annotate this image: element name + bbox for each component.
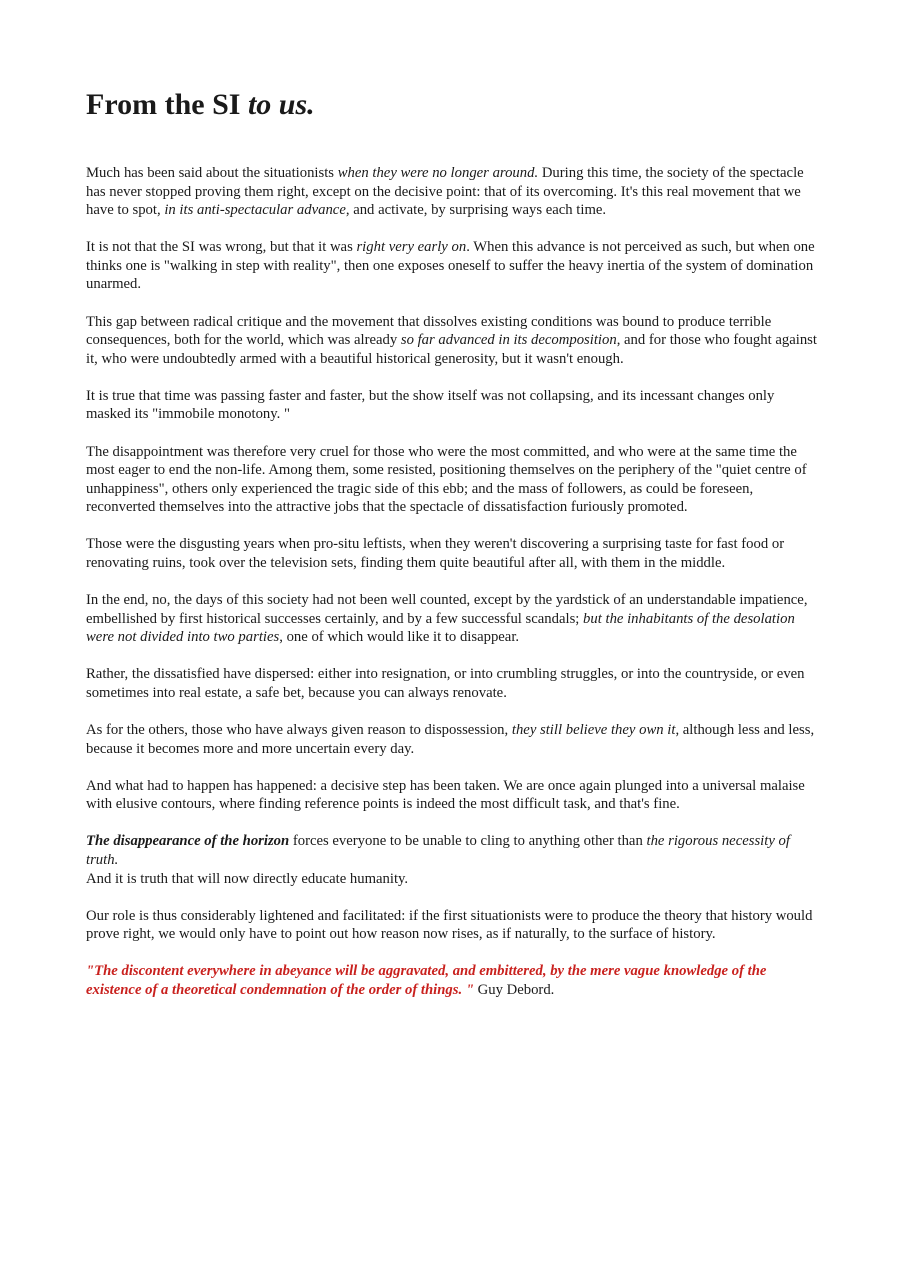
p2-text-c: . When this advance is not perceived as such, but when one thinks one is "walking in step with reality", then one exposes oneself to suffer the heavy inertia of the system of domination unarmed. bbox=[86, 239, 815, 293]
title-italic: to us. bbox=[247, 88, 315, 121]
p1-text-c: During this time, the society of the spectacle has never stopped proving them right, except on the decisive point: that of its overcoming. It's this real movement that we have to spot, bbox=[86, 165, 804, 219]
p7-italic-b: but the inhabitants of the desolation were not divided into two parties bbox=[86, 610, 795, 646]
p2-text-a: It is not that the SI was wrong, but that it was bbox=[86, 239, 357, 256]
p2-italic-b: right very early on bbox=[356, 239, 467, 256]
closing-quote-paragraph bbox=[86, 962, 821, 999]
p1-text-e: , and activate, by surprising ways each time. bbox=[345, 202, 607, 219]
paragraph-11 bbox=[86, 832, 821, 869]
p3-text-c: , and for those who fought against it, who were undoubtedly armed with a beautiful historical generosity, but it wasn't enough. bbox=[86, 332, 817, 367]
paragraph-3 bbox=[86, 313, 821, 369]
p11-italic-c: the rigorous necessity of truth. bbox=[86, 833, 790, 869]
p9-text-a: As for the others, those who have always given reason to dispossession, bbox=[86, 722, 512, 739]
paragraph-5: The disappointment was therefore very cruel for those who were the most committed, and who were at the same time the most eager to end the non-life. Among them, some resisted, positioning themselves on the periphery of the "quiet centre of unhappiness", others only experienced the tragic side of this ebb; and the mass of followers, as could be foreseen, reconverted themselves into the attractive jobs that the spectacle of dissatisfaction furiously promoted. bbox=[86, 443, 807, 516]
paragraph-7 bbox=[86, 591, 821, 647]
quote-author: Guy Debord. bbox=[473, 982, 555, 998]
p9-italic-b: they still believe they own it bbox=[511, 722, 676, 739]
p7-text-c: , one of which would like it to disappear. bbox=[279, 629, 520, 646]
p11-text-b: forces everyone to be unable to cling to anything other than bbox=[289, 833, 647, 850]
paragraph-6: Those were the disgusting years when pro-situ leftists, when they weren't discovering a surprising taste for fast food or renovating ruins, took over the television sets, finding them quite beautiful after all, with them in the middle. bbox=[86, 536, 785, 571]
p1-italic-b: when they were no longer around. bbox=[337, 165, 539, 181]
paragraph-4: It is true that time was passing faster and faster, but the show itself was not collapsing, and its incessant changes only masked its "immobile monotony. " bbox=[86, 387, 775, 423]
p9-text-c: , although less and less, because it becomes more and more uncertain every day. bbox=[86, 722, 815, 757]
paragraph-2 bbox=[86, 238, 821, 294]
paragraph-8: Rather, the dissatisfied have dispersed: either into resignation, or into crumbling struggles, or into the countryside, or even sometimes into real estate, a safe bet, because you can always renovate. bbox=[86, 666, 805, 701]
p1-italic-d: in its anti-spectacular advance bbox=[164, 202, 346, 219]
p3-text-a: This gap between radical critique and the movement that dissolves existing conditions was bound to produce terrible consequences, both for the world, which was already bbox=[86, 313, 772, 349]
debord-quote: "The discontent everywhere in abeyance will be aggravated, and embittered, by the mere vague knowledge of the existence of a theoretical condemnation of the order of things. " bbox=[86, 963, 767, 998]
paragraph-13: Our role is thus considerably lightened and facilitated: if the first situationists were to produce the theory that history would prove right, we would only have to point out how reason now rises, as if naturally, to the surface of history. bbox=[86, 907, 813, 943]
paragraph-12: And it is truth that will now directly educate humanity. bbox=[86, 870, 409, 887]
p7-text-a: In the end, no, the days of this society had not been well counted, except by the yardstick of an understandable impatience, embellished by first historical successes certainly, and by a few successful scandals; bbox=[86, 592, 808, 627]
p11-bold-italic-a: The disappearance of the horizon bbox=[86, 833, 290, 850]
document-page bbox=[86, 84, 821, 1018]
document-title bbox=[86, 84, 821, 126]
p1-text-a: Much has been said about the situationists bbox=[86, 165, 338, 181]
paragraph-10: And what had to happen has happened: a decisive step has been taken. We are once again plunged into a universal malaise with elusive contours, where finding reference points is indeed the most difficult task, and that's fine. bbox=[86, 777, 805, 813]
paragraph-1 bbox=[86, 164, 821, 220]
title-plain: From the SI bbox=[86, 88, 248, 121]
paragraph-9 bbox=[86, 721, 821, 758]
p3-italic-b: so far advanced in its decomposition bbox=[400, 332, 617, 349]
